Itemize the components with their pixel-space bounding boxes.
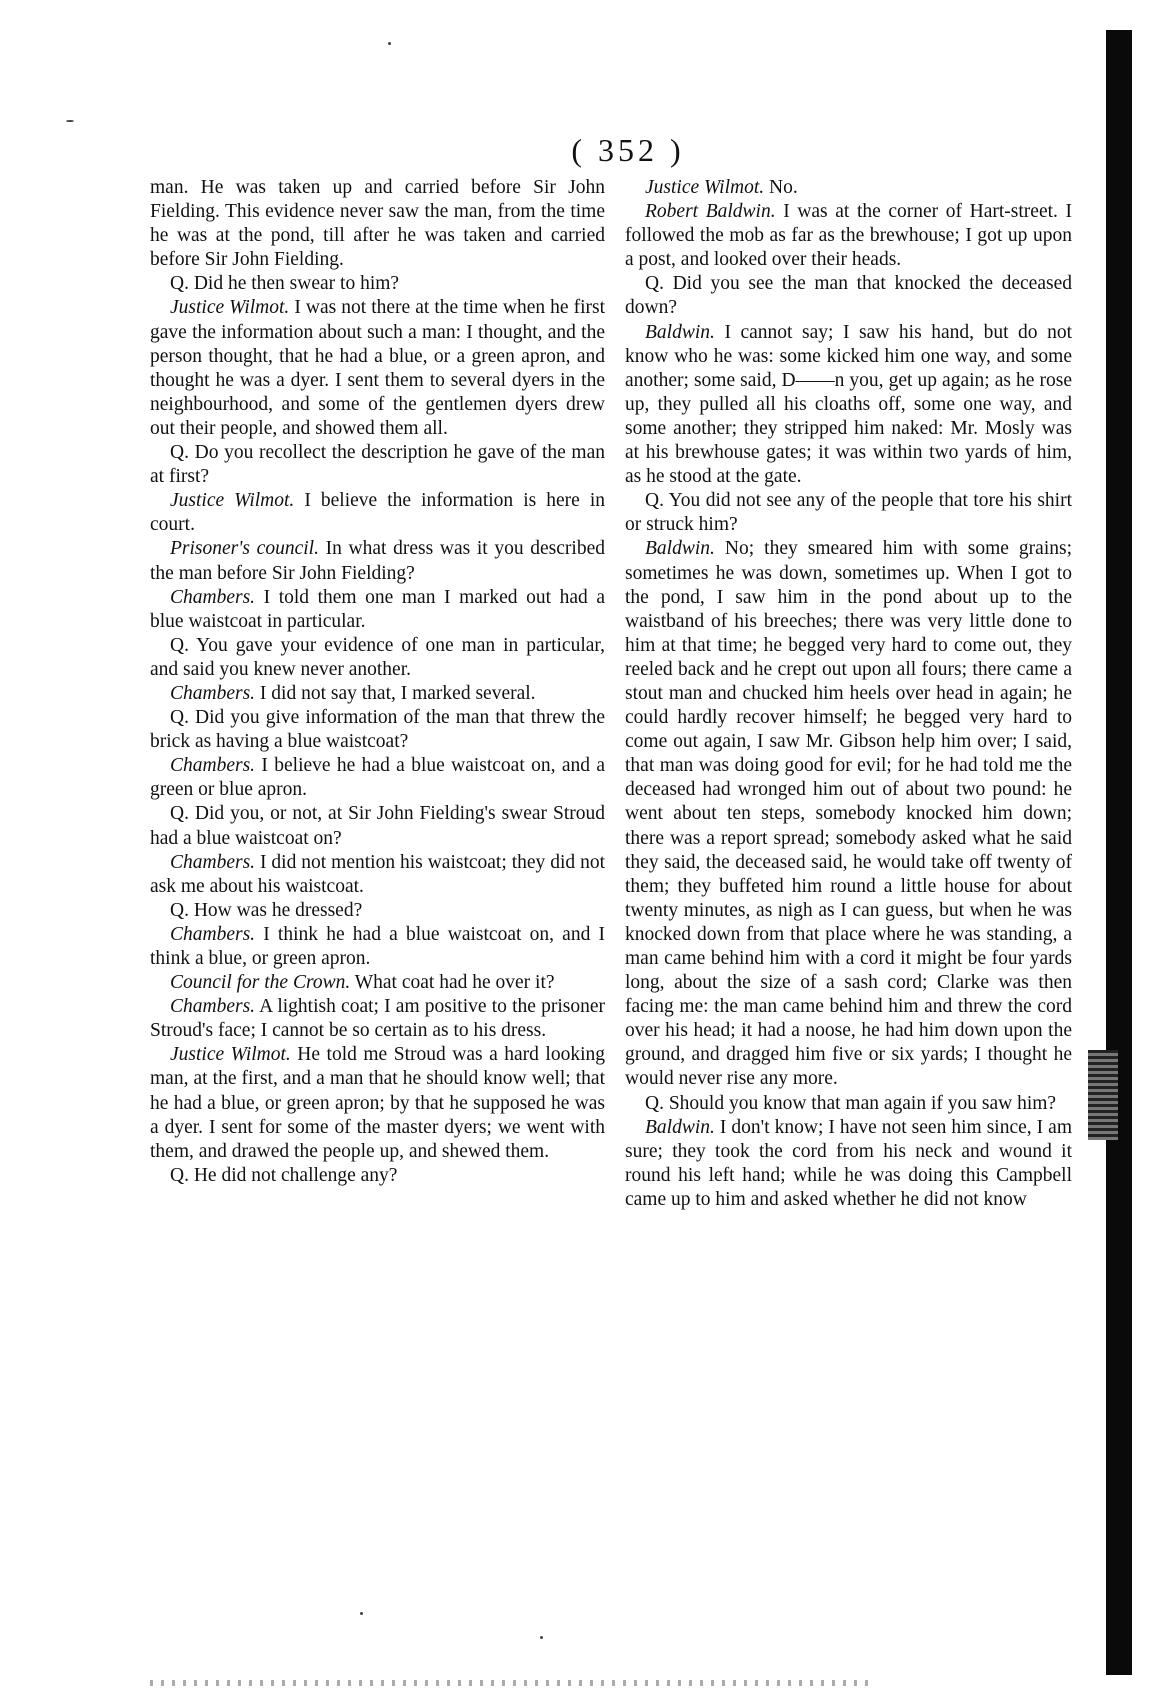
paragraph-text: I believe the information is here in court. [150,490,605,536]
right-column [625,176,1072,1212]
testimony-paragraph [150,923,605,971]
testimony-paragraph [150,296,605,441]
paragraph-text: I was at the corner of Hart-street. I followed the mob as far as the brewhouse; I got up upon a post, and looked over their heads. [625,201,1073,271]
scan-speck [360,1612,363,1615]
testimony-paragraph [150,995,605,1043]
paragraph-text: I was not there at the time when he first gave the information about such a man: I thought, and the person thought, that he had a blue, or a green apron, and thought he was a dyer. I sent them to several dyers in the neighbourhood, and some of the gentlemen dyers drew out their people, and showed them all. [150,297,605,439]
question-paragraph [150,272,605,296]
paragraph-text: I think he had a blue waistcoat on, and I think a blue, or green apron. [150,923,606,969]
question-paragraph [150,899,605,923]
continued-paragraph [150,176,605,272]
testimony-paragraph [150,586,605,634]
paragraph-text: Q. He did not challenge any? [170,1164,398,1186]
paragraph-text: In what dress was it you described the man before Sir John Fielding? [150,538,605,584]
speaker-name: Baldwin. [645,1116,715,1138]
scan-noise [150,1680,870,1686]
paragraph-text: I don't know; I have not seen him since, I am sure; they took the cord from his neck and wound it round his left hand; while he was doing this Campbell came up to him and asked whether he did not know [625,1116,1073,1210]
paragraph-text: I did not mention his waistcoat; they did not ask me about his waistcoat. [150,851,606,897]
testimony-paragraph [150,971,605,995]
question-paragraph [150,1164,605,1188]
speaker-name: Chambers. [170,996,256,1018]
paragraph-text: He told me Stroud was a hard looking man, at the first, and a man that he should know well; that he had a blue, or green apron; by that he supposed he was a dyer. I sent for some of the master dyers; we went with them, and drawed the people up, and shewed them. [150,1044,605,1162]
paragraph-text: I told them one man I marked out had a blue waistcoat in particular. [150,586,605,632]
question-paragraph [625,489,1072,537]
speaker-name: Justice Wilmot. [170,1044,291,1066]
paragraph-text: man. He was taken up and carried before Sir John Fielding. This evidence never saw the man, from the time he was at the pond, till after he was taken and carried before Sir John Fielding. [150,177,605,271]
testimony-paragraph [150,489,605,537]
speaker-name: Council for the Crown. [170,972,351,994]
speaker-name: Prisoner's council. [170,538,319,560]
paragraph-text: Q. You did not see any of the people that tore his shirt or struck him? [625,490,1072,536]
question-paragraph [150,441,605,489]
paragraph-text: Q. How was he dressed? [170,899,363,921]
speaker-name: Chambers. [170,755,256,777]
paragraph-text: Q. Did you see the man that knocked the deceased down? [625,273,1072,319]
speaker-name: Justice Wilmot. [170,490,295,512]
speaker-name: Robert Baldwin. [645,201,776,223]
paragraph-text: Q. Should you know that man again if you saw him? [645,1092,1057,1114]
testimony-paragraph [150,754,605,802]
scan-speck [540,1636,543,1639]
binding-edge [1106,30,1132,1675]
testimony-paragraph [625,200,1072,272]
speaker-name: Justice Wilmot. [170,297,290,319]
speaker-name: Chambers. [170,851,256,873]
testimony-paragraph [625,1116,1072,1212]
paragraph-text: I believe he had a blue waistcoat on, and a green or blue apron. [150,755,606,801]
speaker-name: Chambers. [170,682,256,704]
question-paragraph [625,272,1072,320]
paragraph-text: No. [769,177,798,198]
paragraph-text: A lightish coat; I am positive to the prisoner Stroud's face; I cannot be so certain as to his dress. [150,996,605,1042]
paragraph-text: Q. Did you give information of the man that threw the brick as having a blue waistcoat? [150,707,605,753]
left-column [150,176,605,1188]
scan-speck [66,120,74,122]
scan-speck [388,42,391,45]
testimony-paragraph [150,851,605,899]
paragraph-text: What coat had he over it? [354,972,555,994]
testimony-paragraph [150,537,605,585]
testimony-paragraph [150,682,605,706]
speaker-name: Justice Wilmot. [645,177,765,198]
question-paragraph [150,802,605,850]
paragraph-text: I did not say that, I marked several. [259,682,536,704]
page-number: ( 352 ) [571,132,685,168]
question-paragraph [150,634,605,682]
paragraph-text: Q. Do you recollect the description he gave of the man at first? [150,442,605,488]
testimony-paragraph [150,1043,605,1163]
paragraph-text: I cannot say; I saw his hand, but do not know who he was: some kicked him one way, and some another; some said, D——n you, get up again; as he rose up, they pulled all his cloaths off, some one way, and some another; they stripped him naked: Mr. Mosly was at his brewhouse gates; it was within two yards of him, as he stood at the gate. [625,321,1073,488]
testimony-paragraph [625,537,1072,1091]
paragraph-text: Q. Did he then swear to him? [170,273,400,295]
question-paragraph [625,1092,1072,1116]
speaker-name: Baldwin. [645,321,715,343]
speaker-name: Baldwin. [645,538,715,560]
speaker-name: Chambers. [170,586,256,608]
question-paragraph [150,706,605,754]
paragraph-text: Q. Did you, or not, at Sir John Fielding's swear Stroud had a blue waistcoat on? [150,803,605,849]
testimony-paragraph [625,176,1072,200]
speaker-name: Chambers. [170,923,256,945]
paragraph-text: No; they smeared him with some grains; sometimes he was down, sometimes up. When I got to the pond, I saw him in the pond about up to the waistband of his breeches; there was very little done to him at that time; he begged very hard to come out, they reeled back and he crept out upon all fours; there came a stout man and chucked him heels over head in again; he could hardly recover himself; he begged very hard to come out again, I saw Mr. Gibson help him over; I said, that man was doing good for evil; for he had told me the deceased had wronged him out of about two pound: he went about ten steps, somebody knocked him down; there was a report spread; somebody asked what he said they said, the deceased said, he would take off twenty of them; they buffeted him round a little house for about twenty minutes, as nigh as I can guess, but when he was knocked down from that place where he was standing, a man came behind him with a cord it might be four yards long, about the size of a sash cord; Clarke was then facing me: the man came behind him and threw the cord over his head; it had a noose, he had him down upon the ground, and dragged him five or six yards; I thought he would never rise any more. [625,538,1072,1090]
paragraph-text: Q. You gave your evidence of one man in particular, and said you knew never another. [150,634,605,680]
testimony-paragraph [625,321,1072,490]
binding-notch [1088,1050,1118,1140]
